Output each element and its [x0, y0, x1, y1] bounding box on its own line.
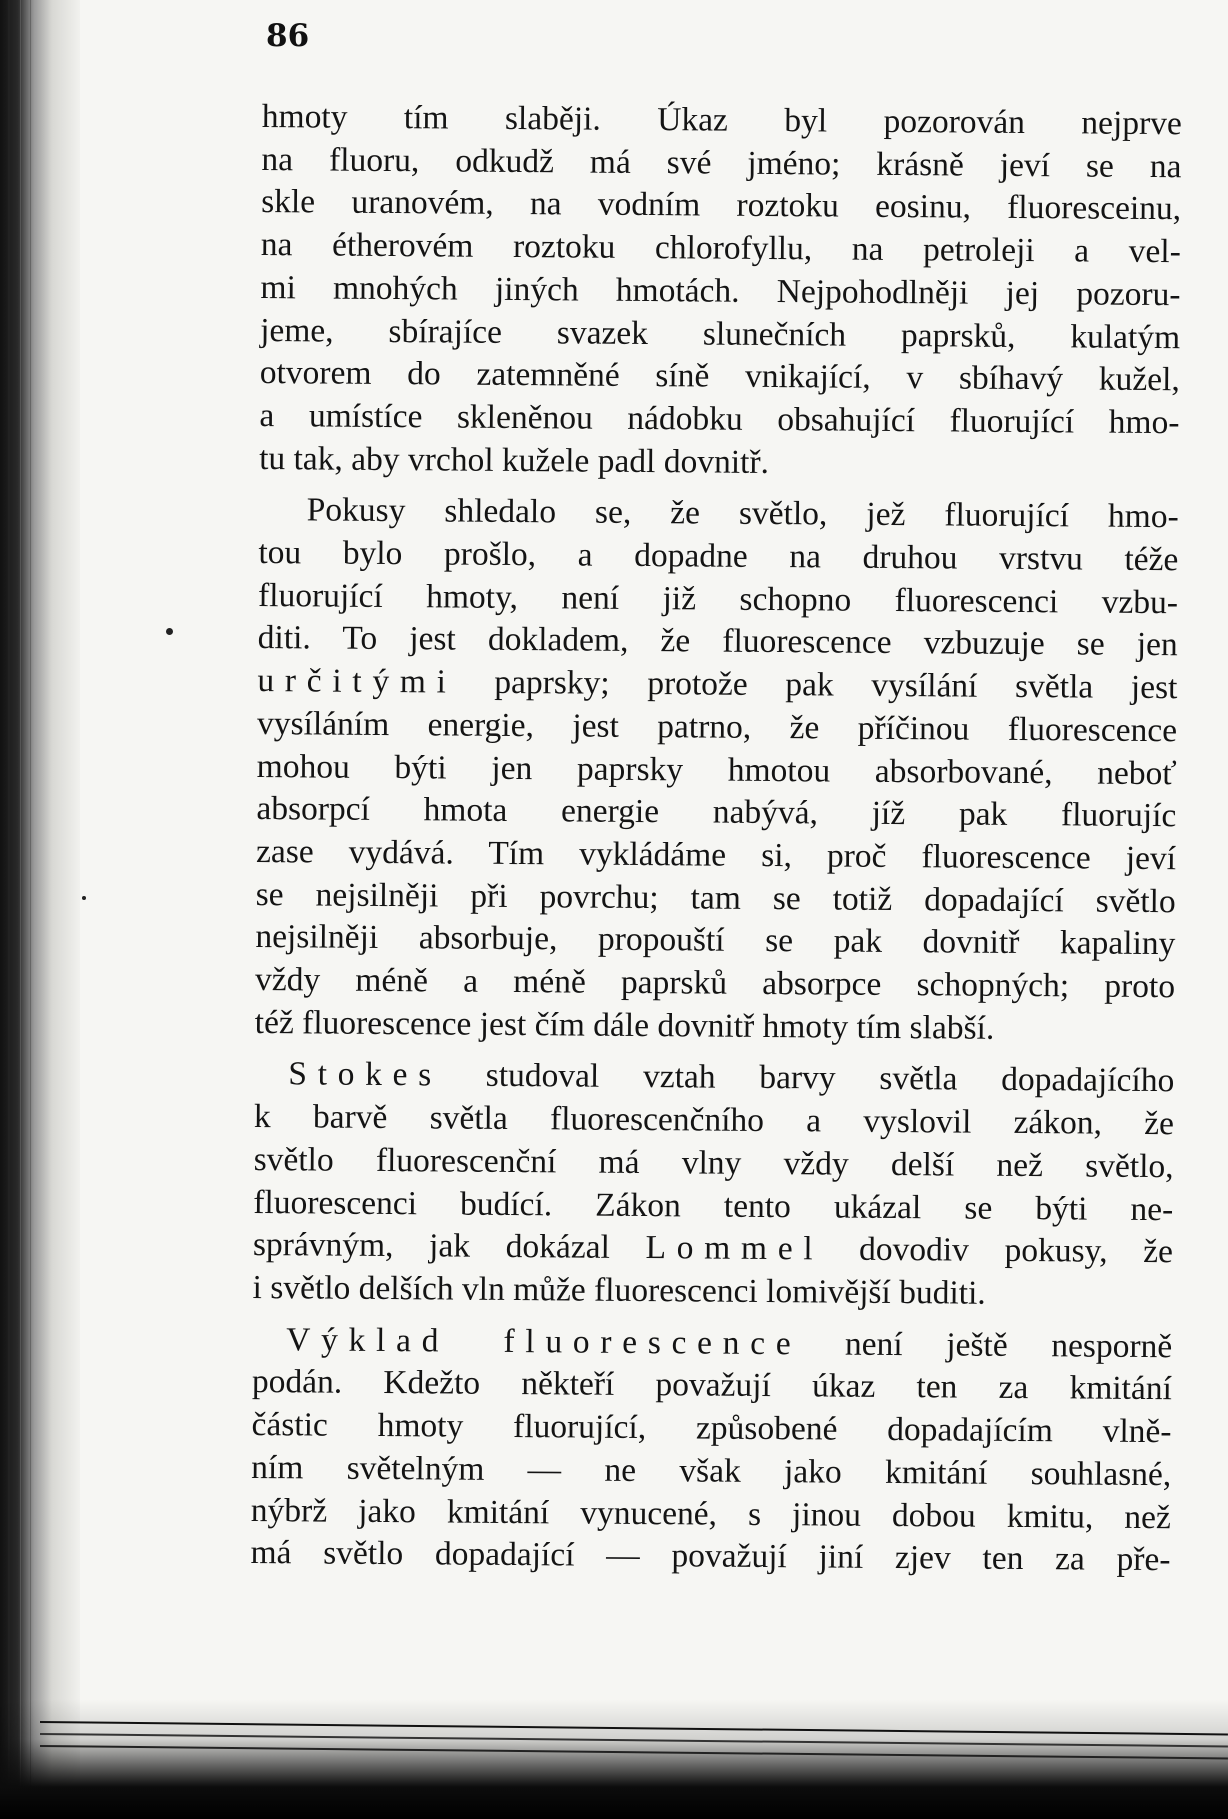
- text-line: i světlo delších vln může fluorescenci lomivější buditi.: [252, 1268, 986, 1312]
- emphasized-term: Výklad fluorescence: [286, 1320, 802, 1362]
- text-line: mi mnohých jiných hmotách. Nejpohodlněji jej pozoru-: [260, 268, 1181, 314]
- text-line: vysíláním energie, jest patrno, že příčinou fluorescence: [256, 704, 1178, 750]
- text-line: skle uranovém, na vodním roztoku eosinu, fluoresceinu,: [261, 183, 1182, 228]
- text-line: částic hmoty fluorující, způsobené dopadajícím vlně-: [251, 1406, 1172, 1451]
- text-line: vždy méně a méně paprsků absorpce schopných; proto: [254, 961, 1176, 1006]
- text-line: tou bylo prošlo, a dopadne na druhou vrstvu téže: [258, 534, 1179, 579]
- paragraph-4: [250, 1319, 1172, 1582]
- text-line-emphasis: správným, jak dokázal Lommel dovodiv pokusy, že: [252, 1226, 1174, 1271]
- text-line: mohou býti jen paprsky hmotou absorbované, neboť: [256, 747, 1177, 792]
- text-line: otvorem do zatemněné síně vnikající, v sbíhavý kužel,: [259, 354, 1180, 399]
- text-line: jeme, sbírajíce svazek slunečních paprsků, kulatým: [260, 311, 1181, 356]
- paragraph-2: [255, 489, 1179, 1051]
- paragraph-1: [259, 96, 1182, 488]
- text-line: má světlo dopadající — považují jiní zjev ten za pře-: [250, 1534, 1171, 1579]
- text-line: podán. Kdežto někteří považují úkaz ten za kmitání: [251, 1363, 1173, 1408]
- text-line: k barvě světla fluorescenčního a vyslovil zákon, že: [253, 1098, 1175, 1143]
- text-line-emphasis: určitými paprsky; protože pak vysílání světla jest: [257, 662, 1178, 707]
- emphasized-name: Stokes: [288, 1055, 443, 1094]
- text-line: světlo fluorescenční má vlny vždy delší než světlo,: [253, 1140, 1174, 1186]
- emphasized-word: určitými: [257, 662, 457, 701]
- text-line: a umístíce skleněnou nádobku obsahující fluorující hmo-: [259, 396, 1180, 442]
- text-line: tu tak, aby vrchol kužele padl dovnitř.: [259, 439, 770, 481]
- text-line: zase vydává. Tím vykládáme si, proč fluorescence jeví: [255, 832, 1177, 878]
- text-line: též fluorescence jest čím dále dovnitř hmoty tím slabší.: [254, 1003, 995, 1047]
- page-bottom-edge: [0, 1699, 1228, 1819]
- text-line: Pokusy shledalo se, že světlo, jež fluorující hmo-: [306, 491, 1179, 536]
- text-line: ním světelným — ne však jako kmitání souhlasné,: [251, 1448, 1172, 1493]
- text-line: absorpcí hmota energie nabývá, jíž pak fluorujíc: [256, 790, 1177, 835]
- text-line-emphasis: Stokes studoval vztah barvy světla dopadajícího: [288, 1055, 1175, 1100]
- text-line: nejsilněji absorbuje, propouští se pak dovnitř kapaliny: [255, 918, 1176, 963]
- text-line: na étherovém roztoku chlorofyllu, na petroleji a vel-: [260, 226, 1181, 271]
- text-line: fluorující hmoty, není již schopno fluorescenci vzbu-: [257, 576, 1179, 621]
- text-line: diti. To jest dokladem, že fluorescence vzbuzuje se jen: [257, 619, 1178, 664]
- emphasized-name: Lommel: [645, 1229, 824, 1268]
- text-line: nýbrž jako kmitání vynucené, s jinou dobou kmitu, než: [250, 1491, 1172, 1536]
- ink-speck: [82, 896, 86, 900]
- ink-speck: [166, 628, 173, 635]
- text-line: na fluoru, odkudž má své jméno; krásně jeví se na: [261, 140, 1182, 185]
- paragraph-3: [252, 1053, 1174, 1316]
- page-number: 86: [266, 18, 310, 54]
- text-line: se nejsilněji při povrchu; tam se totiž dopadající světlo: [255, 875, 1176, 920]
- text-line: hmoty tím slaběji. Úkaz byl pozorován nejprve: [261, 97, 1182, 143]
- page-binding-edge: [0, 0, 80, 1819]
- text-line: fluorescenci budící. Zákon tento ukázal se býti ne-: [253, 1183, 1174, 1228]
- text-line-emphasis: Výklad fluorescence není ještě nesporně: [286, 1320, 1173, 1365]
- body-text: [250, 96, 1182, 1582]
